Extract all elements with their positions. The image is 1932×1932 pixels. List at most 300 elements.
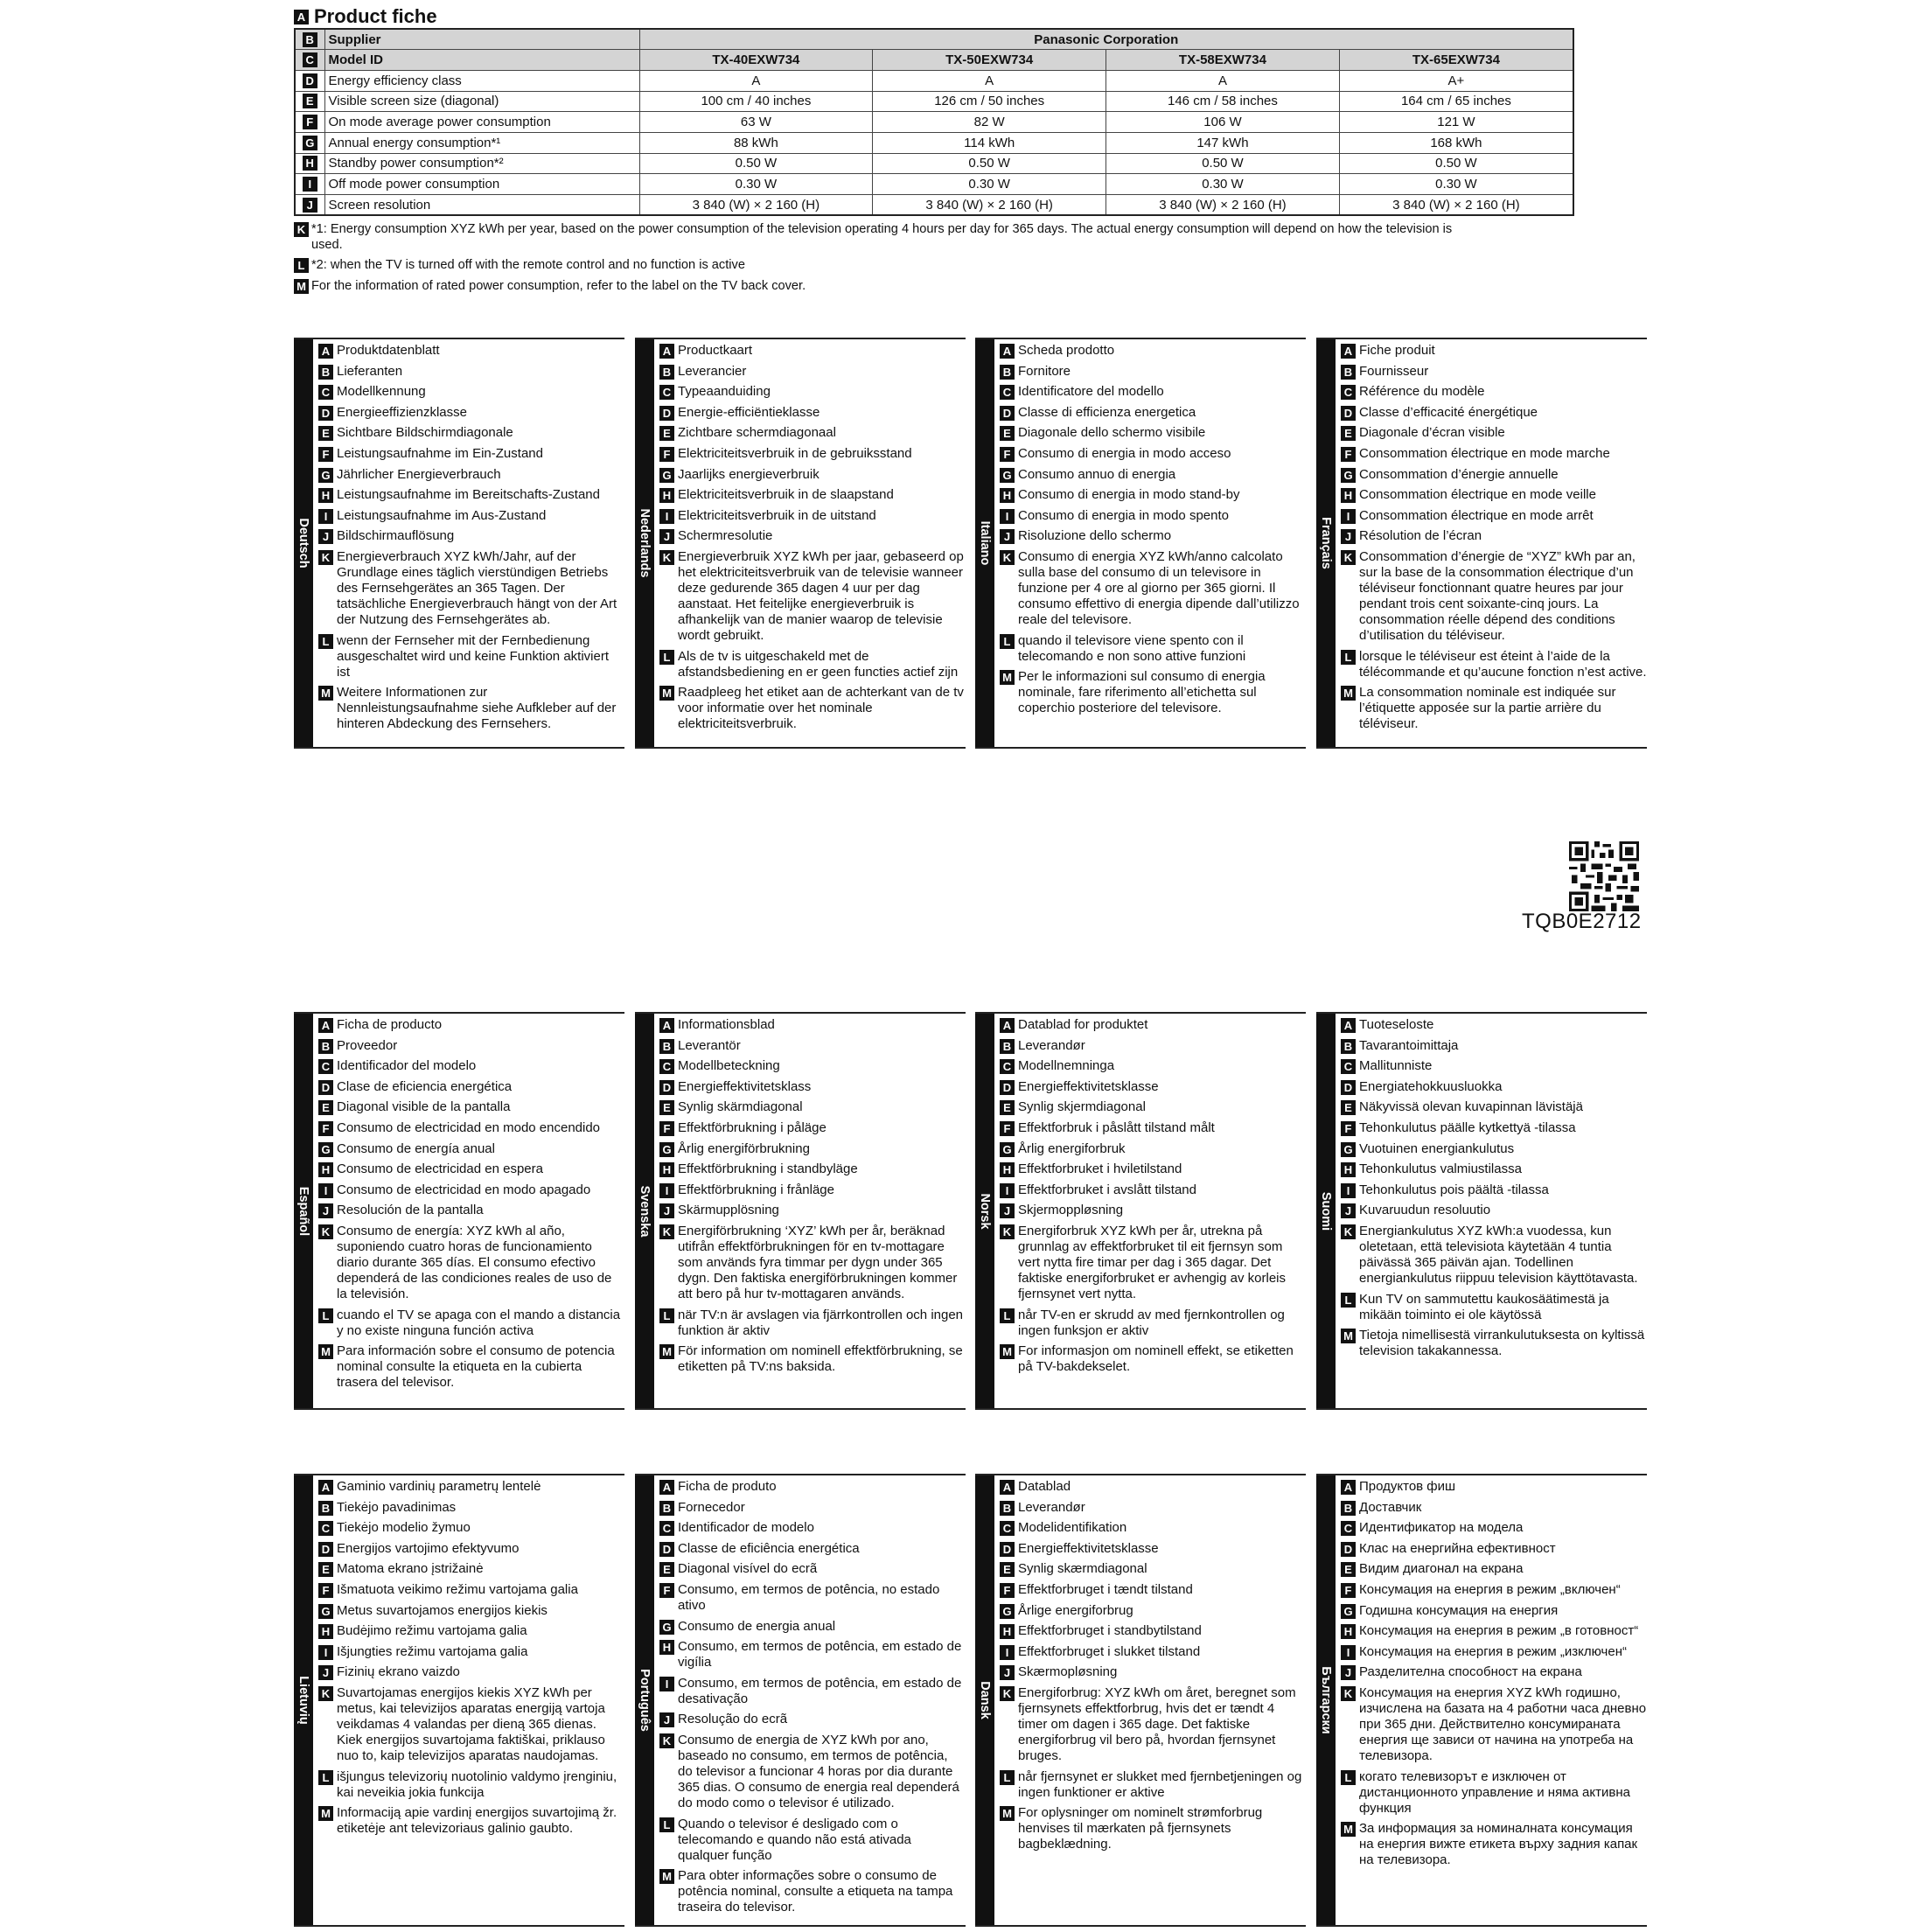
translation-text: Årlig energiförbrukning (678, 1140, 810, 1156)
letter-marker: L (1341, 1770, 1356, 1785)
translation-text: Годишна консумация на енергия (1359, 1602, 1559, 1618)
letter-marker: F (1341, 447, 1356, 462)
row-label: Annual energy consumption*¹ (324, 132, 639, 153)
letter-marker: A (318, 1018, 333, 1033)
translation-text: Classe d’efficacité énergétique (1359, 404, 1538, 420)
translation-item (1341, 685, 1647, 732)
language-block (975, 338, 1306, 749)
footnote (294, 222, 1483, 253)
translation-item (318, 487, 624, 503)
row-label: Supplier (324, 29, 639, 50)
translation-item (1341, 343, 1647, 359)
letter-marker: L (318, 634, 333, 649)
letter-marker: J (1000, 1203, 1015, 1218)
letter-marker: C (1341, 385, 1356, 400)
language-tab (975, 339, 994, 747)
letter-marker: M (1000, 670, 1015, 685)
translation-text: Консумация на енергия XYZ kWh годишно, изчислена на базата на 4 работни часа дневно при 365 дни. Действително консумираната енергия ще зависи от начина на употреба на телевизора. (1359, 1684, 1647, 1763)
translation-text: La consommation nominale est indiquée sur l’étiquette apposée sur la partie arrière du téléviseur. (1359, 685, 1616, 732)
translation-text: Energiankulutus XYZ kWh:a vuodessa, kun oletetaan, että televisiota käytetään 4 tuntia päivässä 365 päivän ajan. Todellinen energiankulutus riippuu television käyttötavasta. (1359, 1223, 1638, 1286)
letter-marker: K (318, 1686, 333, 1701)
letter-marker: K (1000, 550, 1015, 565)
translation-text: Gaminio vardinių parametrų lentelė (337, 1479, 541, 1494)
translation-text: Effektforbruget i standbytilstand (1018, 1623, 1202, 1639)
language-name: Nederlands (638, 508, 652, 578)
letter-marker: E (1341, 1100, 1356, 1115)
translation-item (1000, 425, 1306, 441)
translation-item (1000, 1224, 1306, 1302)
translation-item (318, 384, 624, 400)
translation-text: Консумация на енергия в режим „изключен“ (1359, 1643, 1627, 1659)
translation-text: Tuoteseloste (1359, 1017, 1434, 1032)
translation-text: Elektriciteitsverbruik in de uitstand (678, 507, 876, 523)
letter-marker: I (1341, 509, 1356, 524)
letter-marker: I (1341, 1183, 1356, 1198)
translation-item (1341, 364, 1647, 380)
language-block (635, 1474, 966, 1927)
letter-marker: M (1000, 1344, 1015, 1359)
translation-item (659, 1079, 966, 1095)
language-tab (1316, 339, 1336, 747)
translation-text: Synlig skærmdiagonal (1018, 1561, 1147, 1577)
translation-text: когато телевизорът е изключен от дистанционното управление и няма активна функция (1359, 1768, 1630, 1816)
letter-marker: A (1000, 1480, 1015, 1495)
language-tab (975, 1014, 994, 1408)
letter-marker: F (659, 1121, 674, 1136)
letter-marker: B (303, 32, 317, 47)
letter-marker: D (318, 1542, 333, 1557)
letter-marker: A (1341, 344, 1356, 359)
letter-marker: A (318, 1480, 333, 1495)
translation-item (318, 1561, 624, 1577)
translation-item (318, 1644, 624, 1660)
translation-text: Informationsblad (678, 1017, 775, 1032)
translation-item (1000, 1644, 1306, 1660)
translation-item (659, 1639, 966, 1670)
translation-item (1341, 1520, 1647, 1536)
letter-marker: K (659, 550, 674, 565)
letter-marker: E (659, 426, 674, 441)
translation-item (1000, 1161, 1306, 1177)
letter-marker: J (1000, 1665, 1015, 1680)
translation-text: Fournisseur (1359, 363, 1429, 379)
translation-item (1000, 1561, 1306, 1577)
translation-text: Modelidentifikation (1018, 1520, 1127, 1536)
translation-text: Elektriciteitsverbruik in de gebruiksstand (678, 445, 912, 461)
translation-item (1341, 1479, 1647, 1495)
letter-marker: I (1000, 1645, 1015, 1660)
letter-marker: M (659, 686, 674, 701)
translation-item (1000, 1308, 1306, 1339)
letter-marker: K (659, 1733, 674, 1748)
letter-marker: M (659, 1344, 674, 1359)
row-value: 0.50 W (873, 153, 1106, 174)
letter-marker: H (318, 488, 333, 503)
letter-marker: K (1000, 1686, 1015, 1701)
translation-text: Consommation électrique en mode marche (1359, 445, 1610, 461)
language-block (294, 338, 624, 749)
footnote (294, 279, 1483, 295)
letter-marker: G (1341, 468, 1356, 483)
translation-item (1341, 508, 1647, 524)
translation-text: Energijos vartojimo efektyvumo (337, 1540, 520, 1556)
translation-item (318, 1520, 624, 1536)
translation-text: Consommation électrique en mode veille (1359, 487, 1596, 503)
translation-item (659, 1676, 966, 1707)
letter-marker: G (1000, 1604, 1015, 1619)
letter-marker: M (318, 1344, 333, 1359)
letter-marker: M (318, 686, 333, 701)
language-tab (635, 1014, 654, 1408)
translation-text: Datablad (1018, 1479, 1071, 1494)
translation-item (659, 1343, 966, 1375)
letter-marker: I (1000, 509, 1015, 524)
translation-text: Energiförbrukning ‘XYZ’ kWh per år, beräknad utifrån effektförbrukningen för en tv-mottagare som används fyra timmar per dygn under 365 dygn. Den faktiska energiförbrukningen kommer att bero på hur tv-mottagaren används. (678, 1223, 958, 1301)
translation-item (1000, 1685, 1306, 1764)
translation-text: Tavarantoimittaja (1359, 1037, 1459, 1053)
translation-text: Scheda prodotto (1018, 343, 1115, 358)
letter-marker: B (659, 1039, 674, 1054)
translation-item (659, 1308, 966, 1339)
translation-item (318, 1224, 624, 1302)
translation-item (659, 1224, 966, 1302)
translation-item (318, 549, 624, 628)
language-tab (1316, 1014, 1336, 1408)
translation-item (318, 446, 624, 462)
language-block (975, 1474, 1306, 1927)
translation-item (1000, 1769, 1306, 1801)
translation-list (994, 1475, 1306, 1925)
footnotes (294, 222, 1483, 299)
letter-marker: J (659, 1712, 674, 1727)
translation-item (1341, 1120, 1647, 1136)
translation-text: Ficha de producto (337, 1017, 443, 1032)
translation-text: Diagonale d’écran visible (1359, 425, 1505, 441)
translation-text: Datablad for produktet (1018, 1017, 1148, 1032)
translation-text: Modellkennung (337, 384, 426, 400)
translation-item (659, 685, 966, 732)
translation-text: Energiforbruk XYZ kWh per år, utrekna på grunnlag av effektforbruket til eit fjernsyn som vert nytta fire timar per dag i 365 dagar. Det faktiske energiforbruket er avhengig av korleis fjernsynet vert nytta. (1018, 1223, 1286, 1301)
translation-text: Consumo di energia in modo spento (1018, 507, 1229, 523)
letter-marker: F (318, 447, 333, 462)
page-title: Product fiche (314, 5, 437, 27)
translation-text: Consumo annuo di energia (1018, 466, 1176, 482)
row-value: 0.30 W (1339, 174, 1573, 195)
letter-marker: J (1341, 1665, 1356, 1680)
translation-text: Budėjimo režimu vartojama galia (337, 1623, 527, 1639)
letter-marker: L (1000, 1770, 1015, 1785)
row-value: 3 840 (W) × 2 160 (H) (1339, 195, 1573, 216)
row-label: Model ID (324, 50, 639, 71)
translation-item (318, 1479, 624, 1495)
translation-item (1000, 1058, 1306, 1074)
translation-text: Видим диагонал на екрана (1359, 1561, 1524, 1577)
letter-marker: J (303, 198, 317, 213)
translation-text: Consumo, em termos de potência, em estado de vigília (678, 1639, 962, 1670)
translation-text: Consumo de electricidad en modo apagado (337, 1182, 591, 1197)
letter-marker: J (318, 1665, 333, 1680)
letter-marker: H (1341, 488, 1356, 503)
translation-text: Išjungties režimu vartojama galia (337, 1643, 528, 1659)
translation-item (318, 633, 624, 680)
letter-marker: M (1341, 1822, 1356, 1837)
fiche-row (295, 91, 1573, 112)
translation-item (1341, 446, 1647, 462)
translation-text: Vuotuinen energiankulutus (1359, 1140, 1515, 1156)
translation-text: Leverantör (678, 1037, 741, 1053)
row-value: 0.30 W (873, 174, 1106, 195)
translation-text: Идентификатор на модела (1359, 1520, 1524, 1536)
letter-marker: H (1000, 1162, 1015, 1177)
footnote (294, 258, 1483, 274)
row-value: 126 cm / 50 inches (873, 91, 1106, 112)
translation-text: Bildschirmauflösung (337, 528, 455, 544)
translation-list (313, 1475, 624, 1925)
letter-marker: C (1000, 1059, 1015, 1074)
row-value: TX-50EXW734 (873, 50, 1106, 71)
translation-text: Effektforbruget i slukket tilstand (1018, 1643, 1201, 1659)
letter-marker: A (1341, 1018, 1356, 1033)
translation-item (1341, 1141, 1647, 1157)
row-value: 0.50 W (639, 153, 873, 174)
translation-item (659, 1561, 966, 1577)
letter-marker: B (1000, 1039, 1015, 1054)
letter-marker: C (318, 1059, 333, 1074)
letter-marker: L (659, 650, 674, 665)
translation-text: Leverandør (1018, 1037, 1085, 1053)
fiche-row (295, 50, 1573, 71)
translation-list (654, 339, 966, 747)
language-block (975, 1012, 1306, 1410)
translation-item (1341, 1664, 1647, 1680)
translation-text: Effektförbrukning i standbyläge (678, 1161, 858, 1177)
translation-text: Продуктов фиш (1359, 1479, 1456, 1494)
language-name: Italiano (978, 520, 992, 566)
letter-marker: H (318, 1162, 333, 1177)
translation-text: Consumo, em termos de potência, no estado ativo (678, 1581, 940, 1613)
translation-item (1341, 1582, 1647, 1598)
row-label: On mode average power consumption (324, 112, 639, 133)
letter-marker: E (303, 94, 317, 108)
translation-item (659, 1203, 966, 1218)
row-label: Energy efficiency class (324, 70, 639, 91)
translation-item (318, 1120, 624, 1136)
translation-text: Proveedor (337, 1037, 398, 1053)
letter-marker: H (1341, 1624, 1356, 1639)
translation-item (1341, 1079, 1647, 1095)
letter-marker: F (659, 447, 674, 462)
translation-item (659, 649, 966, 680)
translation-item (1000, 1141, 1306, 1157)
translation-text: Fizinių ekrano vaizdo (337, 1664, 460, 1680)
translation-item (1000, 384, 1306, 400)
row-value: 0.30 W (1106, 174, 1340, 195)
translation-item (659, 1582, 966, 1614)
translation-item (659, 1733, 966, 1811)
row-letter (295, 91, 324, 112)
row-value: TX-58EXW734 (1106, 50, 1340, 71)
letter-marker: J (1000, 529, 1015, 544)
letter-marker: C (303, 52, 317, 67)
letter-marker: L (1341, 1293, 1356, 1308)
translation-item (659, 1520, 966, 1536)
translation-text: Effektforbruket i hviletilstand (1018, 1161, 1182, 1177)
translation-text: Synlig skärmdiagonal (678, 1099, 803, 1115)
fiche-row (295, 132, 1573, 153)
translation-text: Als de tv is uitgeschakeld met de afstandsbediening en er geen functies actief zijn (678, 648, 959, 680)
letter-marker: B (1341, 1501, 1356, 1516)
letter-marker: K (659, 1224, 674, 1239)
translation-item (659, 1479, 966, 1495)
letter-marker: H (1000, 488, 1015, 503)
letter-marker: E (1000, 426, 1015, 441)
translation-item (659, 487, 966, 503)
letter-marker: I (318, 1183, 333, 1198)
translation-list (994, 1014, 1306, 1408)
footnote-text: For the information of rated power consumption, refer to the label on the TV back cover. (311, 278, 806, 293)
row-value: 147 kWh (1106, 132, 1340, 153)
translation-list (1336, 1475, 1647, 1925)
translation-text: Ficha de produto (678, 1479, 777, 1494)
letter-marker: A (1000, 1018, 1015, 1033)
translation-list (313, 1014, 624, 1408)
translation-text: Tehonkulutus pois päältä -tilassa (1359, 1182, 1549, 1197)
row-value: TX-65EXW734 (1339, 50, 1573, 71)
letter-marker: B (318, 1501, 333, 1516)
letter-marker: D (1341, 1080, 1356, 1095)
language-tab (294, 1475, 313, 1925)
row-value: Panasonic Corporation (639, 29, 1573, 50)
translation-item (1000, 549, 1306, 628)
language-name: Dansk (978, 1681, 992, 1719)
translation-item (1341, 1644, 1647, 1660)
translation-text: Schermresolutie (678, 528, 773, 544)
translation-text: Доставчик (1359, 1499, 1422, 1515)
translation-text: Effektforbruget i tændt tilstand (1018, 1581, 1193, 1597)
letter-marker: A (659, 1018, 674, 1033)
translation-item (318, 1582, 624, 1598)
letter-marker: B (1000, 1501, 1015, 1516)
letter-marker: A (659, 1480, 674, 1495)
translation-item (318, 1343, 624, 1391)
translation-text: cuando el TV se apaga con el mando a distancia y no existe ninguna función activa (337, 1307, 621, 1338)
translation-text: Energieverbrauch XYZ kWh/Jahr, auf der Grundlage eines täglich vierstündigen Betriebs des Fernsehgerätes an 365 Tagen. Der tatsächliche Energieverbrauch hängt von der Art der Nutzung des Fernsehgerätes ab. (337, 548, 617, 627)
translation-text: Energieffektivitetsklasse (1018, 1540, 1159, 1556)
translation-text: Consommation d’énergie annuelle (1359, 466, 1559, 482)
letter-marker: A (1000, 344, 1015, 359)
translation-text: Diagonal visível do ecrã (678, 1561, 818, 1577)
translation-item (659, 528, 966, 544)
translation-item (1000, 405, 1306, 421)
translation-text: išjungus televizorių nuotolinio valdymo įrenginiu, kai neveikia jokia funkcija (337, 1768, 617, 1800)
letter-marker: K (1341, 550, 1356, 565)
translation-list (1336, 339, 1647, 747)
letter-marker: K (1341, 1224, 1356, 1239)
translation-item (318, 1685, 624, 1764)
translation-item (1000, 528, 1306, 544)
translation-item (1341, 425, 1647, 441)
language-block (635, 1012, 966, 1410)
translation-text: Консумация на енергия в режим „включен“ (1359, 1581, 1621, 1597)
letter-marker: C (318, 1521, 333, 1536)
qr-code (1569, 841, 1639, 911)
letter-marker: B (1000, 365, 1015, 380)
translation-item (1000, 1805, 1306, 1852)
letter-marker: L (318, 1308, 333, 1323)
letter-marker: A (659, 344, 674, 359)
translation-text: Fiche produit (1359, 343, 1435, 358)
translation-text: Energiforbrug: XYZ kWh om året, beregnet som fjernsynets effektforbrug, hvis det er tændt 4 timer om dagen i 365 dage. Det faktiske energiforbrug vil bero på, hvordan fjernsynet bruges. (1018, 1684, 1296, 1763)
translation-item (1341, 384, 1647, 400)
translation-text: Suvartojamas energijos kiekis XYZ kWh per metus, kai televizijos aparatas energiją vartoja veikdamas 4 valandas per dieną 365 dienas. Kiek energijos suvartojama faktiškai, priklauso nuo to, kaip televizijos aparatas naudojamas. (337, 1684, 605, 1763)
letter-marker: K (318, 550, 333, 565)
letter-marker: M (659, 1869, 674, 1884)
language-block (1316, 338, 1647, 749)
translation-item (1341, 1161, 1647, 1177)
translation-item (318, 1664, 624, 1680)
fiche-row (295, 195, 1573, 216)
row-value: 88 kWh (639, 132, 873, 153)
letter-marker: K (318, 1224, 333, 1239)
translation-item (659, 343, 966, 359)
translation-item (1000, 1120, 1306, 1136)
letter-marker: D (1341, 1542, 1356, 1557)
letter-marker: J (1341, 1203, 1356, 1218)
translation-text: Consumo de energía: XYZ kWh al año, suponiendo cuatro horas de funcionamiento diario durante 365 días. El consumo efectivo dependerá de las condiciones reales de uso de la televisión. (337, 1223, 612, 1301)
row-value: 3 840 (W) × 2 160 (H) (873, 195, 1106, 216)
language-name: Lietuvių (296, 1676, 310, 1725)
translation-item (1341, 1685, 1647, 1764)
letter-marker: E (1341, 426, 1356, 441)
language-name: Suomi (1319, 1191, 1333, 1231)
letter-marker: G (318, 1604, 333, 1619)
language-block (1316, 1012, 1647, 1410)
translation-text: Leistungsaufnahme im Ein-Zustand (337, 445, 543, 461)
language-tab (635, 1475, 654, 1925)
translation-item (659, 1038, 966, 1054)
row-label: Off mode power consumption (324, 174, 639, 195)
translation-item (1000, 446, 1306, 462)
row-label: Visible screen size (diagonal) (324, 91, 639, 112)
translation-text: Consumo, em termos de potência, em estado de desativação (678, 1675, 962, 1706)
letter-marker: L (659, 1817, 674, 1832)
translation-text: Diagonal visible de la pantalla (337, 1099, 511, 1115)
translation-item (318, 1038, 624, 1054)
letter-marker: C (1341, 1521, 1356, 1536)
translation-item (1000, 1017, 1306, 1033)
footnote-text: *1: Energy consumption XYZ kWh per year, based on the power consumption of the television operating 4 hours per day for 365 days. The actual energy consumption will depend on how the television is used. (311, 222, 1453, 252)
translation-item (659, 1017, 966, 1033)
translation-item (318, 1058, 624, 1074)
letter-marker: M (1341, 1329, 1356, 1343)
translation-item (659, 508, 966, 524)
row-value: 100 cm / 40 inches (639, 91, 873, 112)
translation-text: Leistungsaufnahme im Bereitschafts-Zustand (337, 487, 600, 503)
row-value: 121 W (1339, 112, 1573, 133)
translation-text: Resolução do ecrã (678, 1712, 788, 1727)
letter-marker: G (1341, 1142, 1356, 1157)
translation-item (1000, 1182, 1306, 1198)
translation-list (1336, 1014, 1647, 1408)
language-tab (294, 1014, 313, 1408)
row-value: 0.30 W (639, 174, 873, 195)
translation-text: Consumo de energía anual (337, 1140, 495, 1156)
translation-item (1000, 1203, 1306, 1218)
row-value: 3 840 (W) × 2 160 (H) (1106, 195, 1340, 216)
letter-marker: C (1000, 1521, 1015, 1536)
translation-text: Leverancier (678, 363, 747, 379)
letter-marker: M (318, 1806, 333, 1821)
